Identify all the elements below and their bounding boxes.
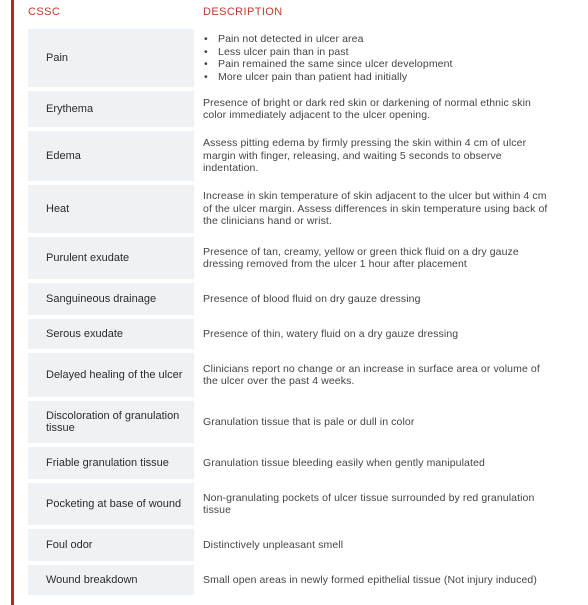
row-name: Edema [46, 150, 81, 162]
row-name: Foul odor [46, 539, 93, 551]
row-description: Presence of bright or dark red skin or darkening of normal ethnic skin color immediately adjacent to the ulcer opening. [203, 96, 531, 121]
table-row-wound-breakdown [0, 563, 588, 597]
row-name: Delayed healing of the ulcer [46, 369, 183, 381]
row-name: Friable granulation tissue [46, 457, 169, 469]
row-name: Heat [46, 203, 70, 215]
row-description: Presence of tan, creamy, yellow or green thick fluid on a dry gauze dressing removed from the ulcer 1 hour after placement [203, 245, 519, 270]
table-row-serous-exudate [0, 317, 588, 351]
row-description: Presence of thin, watery fluid on a dry gauze dressing [203, 327, 459, 340]
table-row-heat [0, 183, 588, 235]
row-name: Serous exudate [46, 328, 124, 340]
table-row-delayed-healing [0, 351, 588, 399]
bullet-item: • Pain remained the same since ulcer development [203, 58, 453, 71]
bullet-item: • More ulcer pain than patient had initially [203, 71, 453, 84]
table-row-pocketing [0, 481, 588, 527]
row-description: Distinctively unpleasant smell [203, 538, 344, 551]
row-description [203, 27, 548, 89]
row-description: Small open areas in newly formed epithelial tissue (Not injury induced) [203, 573, 537, 586]
row-name: Erythema [46, 103, 94, 115]
table-row-purulent-exudate [0, 235, 588, 281]
row-name: Pocketing at base of wound [46, 498, 182, 510]
table-row-erythema [0, 89, 588, 129]
row-name: Sanguineous drainage [46, 293, 157, 305]
bullet-item: • Less ulcer pain than in past [203, 46, 453, 59]
row-name: Wound breakdown [46, 574, 138, 586]
row-name: Discoloration of granulation tissue [46, 410, 180, 434]
header-description: DESCRIPTION [203, 6, 283, 18]
pain-bullet-list [203, 33, 453, 83]
table-row-friable-granulation [0, 445, 588, 481]
row-name: Purulent exudate [46, 252, 130, 264]
row-description: Clinicians report no change or an increase in surface area or volume of the ulcer over the past 4 weeks. [203, 362, 540, 387]
row-description: Granulation tissue bleeding easily when gently manipulated [203, 456, 485, 469]
table-row-discoloration [0, 399, 588, 445]
table-row-sanguineous-drainage [0, 281, 588, 317]
row-description: Assess pitting edema by firmly pressing the skin within 4 cm of ulcer margin with finger, releasing, and waiting 5 seconds to observe indentation. [203, 137, 527, 175]
row-description: Increase in skin temperature of skin adjacent to the ulcer but within 4 cm of the ulcer margin. Assess differences in skin temperature using back of the clinicians hand or wrist. [203, 190, 548, 228]
header-cssc: CSSC [28, 6, 61, 18]
table-row-edema [0, 129, 588, 183]
table-body [0, 27, 588, 597]
row-name: Pain [46, 52, 69, 64]
table-row-foul-odor [0, 527, 588, 563]
row-description: Granulation tissue that is pale or dull in color [203, 415, 415, 428]
bullet-item: • Pain not detected in ulcer area [203, 33, 453, 46]
row-description: Non-granulating pockets of ulcer tissue surrounded by red granulation tissue [203, 491, 535, 516]
table-header [0, 6, 588, 22]
table-row-pain [0, 27, 588, 89]
row-description: Presence of blood fluid on dry gauze dressing [203, 292, 421, 305]
